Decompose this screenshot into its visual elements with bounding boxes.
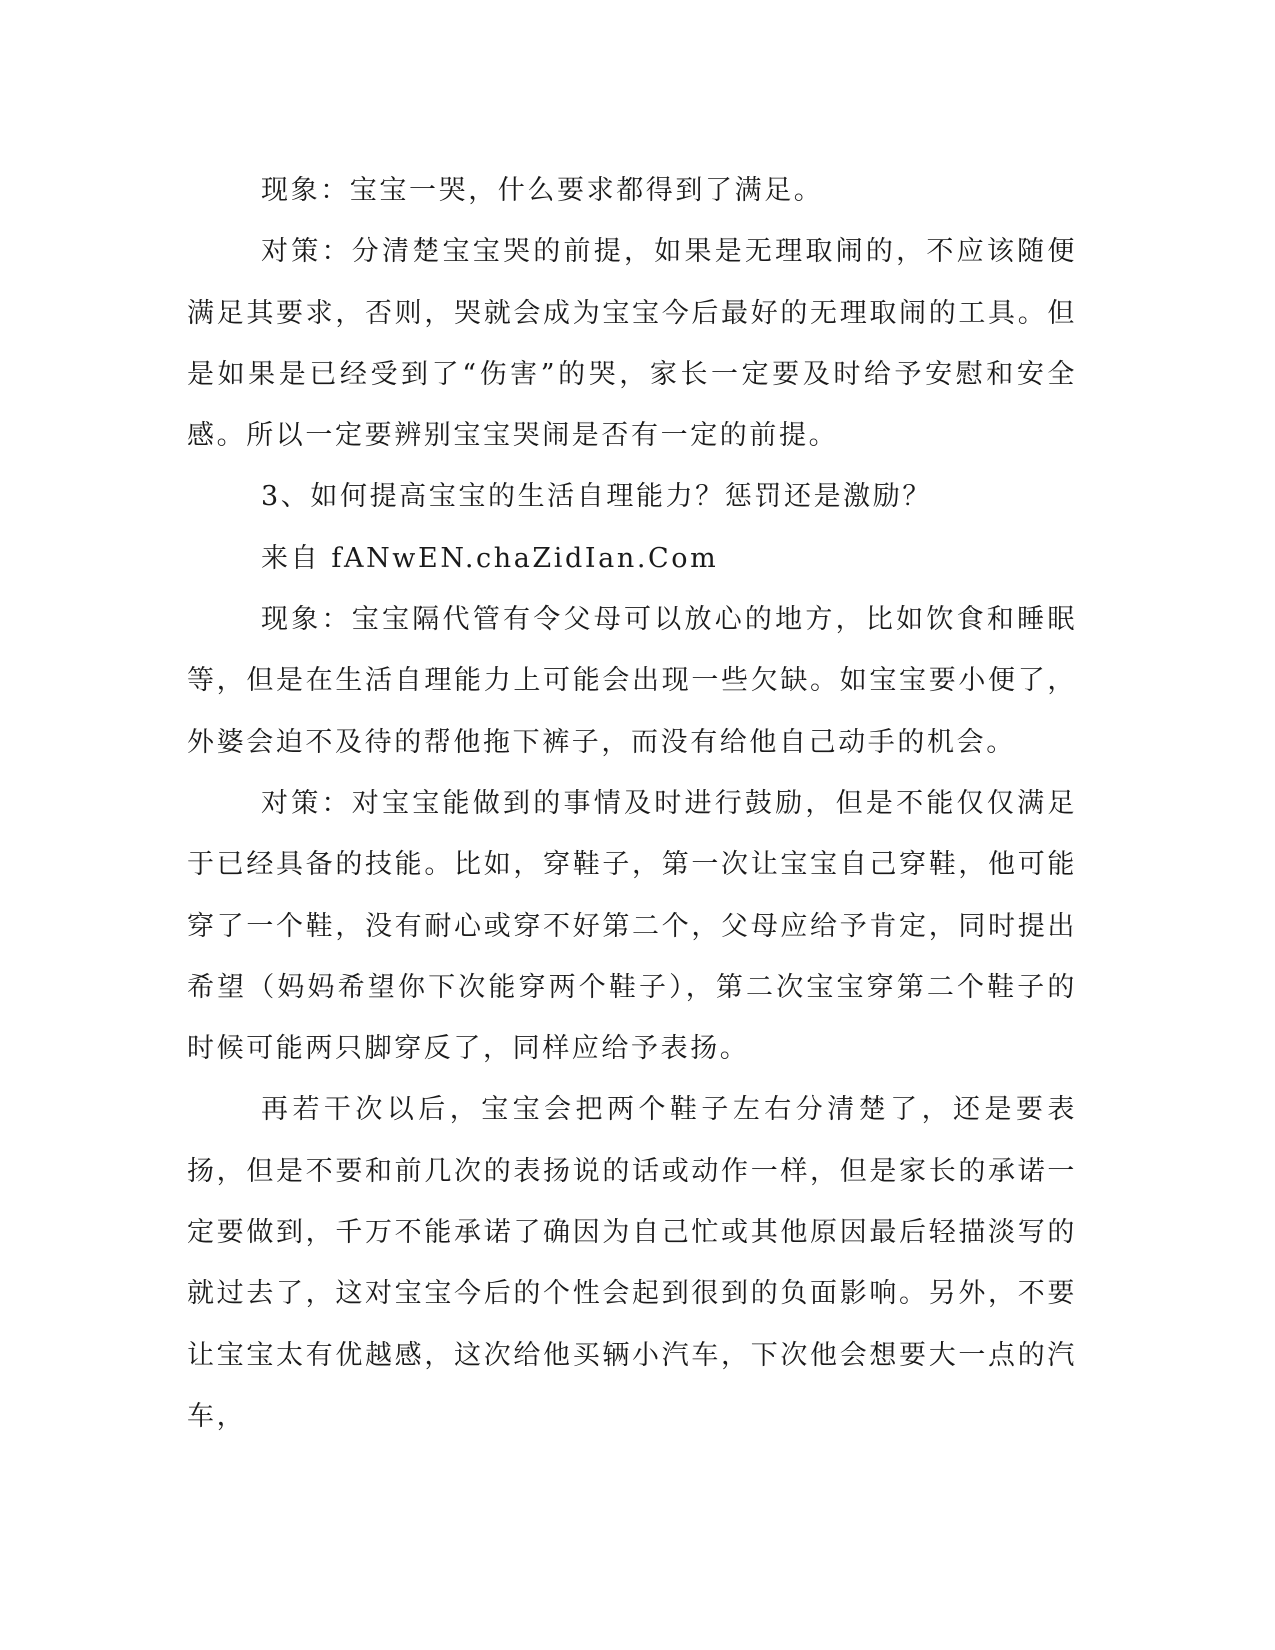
paragraph-phenomenon-crying: 现象：宝宝一哭，什么要求都得到了满足。: [261, 175, 824, 206]
section-heading-self-care: 3、如何提高宝宝的生活自理能力？惩罚还是激励？: [261, 481, 932, 513]
paragraph-strategy-self-care: 对策：对宝宝能做到的事情及时进行鼓励，但是不能仅仅满足于已经具备的技能。比如，穿鞋子，第一次让宝宝自己穿鞋，他可能穿了一个鞋，没有耐心或穿不好第二个，父母应给予肯定，同时提出希望（妈妈希望你下次能穿两个鞋子），第二次宝宝穿第二个鞋子的时候可能两只脚穿反了，同样应给予表扬。: [187, 787, 1077, 1065]
paragraph-praise-continued: 再若干次以后，宝宝会把两个鞋子左右分清楚了，还是要表扬，但是不要和前几次的表扬说的话或动作一样，但是家长的承诺一定要做到，千万不能承诺了确因为自己忙或其他原因最后轻描淡写的就过去了，这对宝宝今后的个性会起到很到的负面影响。另外，不要让宝宝太有优越感，这次给他买辆小汽车，下次他会想要大一点的汽车，: [187, 1094, 1077, 1432]
paragraph-phenomenon-self-care: 现象：宝宝隔代管有令父母可以放心的地方，比如饮食和睡眠等，但是在生活自理能力上可能会出现一些欠缺。如宝宝要小便了，外婆会迫不及待的帮他拖下裤子，而没有给他自己动手的机会。: [187, 604, 1077, 758]
document-body: [187, 160, 1077, 1447]
source-note: 来自 fANwEN.chaZidIan.Com: [261, 542, 719, 574]
paragraph-strategy-crying: 对策：分清楚宝宝哭的前提，如果是无理取闹的，不应该随便满足其要求，否则，哭就会成为宝宝今后最好的无理取闹的工具。但是如果是已经受到了“伤害”的哭，家长一定要及时给予安慰和安全感。所以一定要辨别宝宝哭闹是否有一定的前提。: [187, 236, 1077, 452]
